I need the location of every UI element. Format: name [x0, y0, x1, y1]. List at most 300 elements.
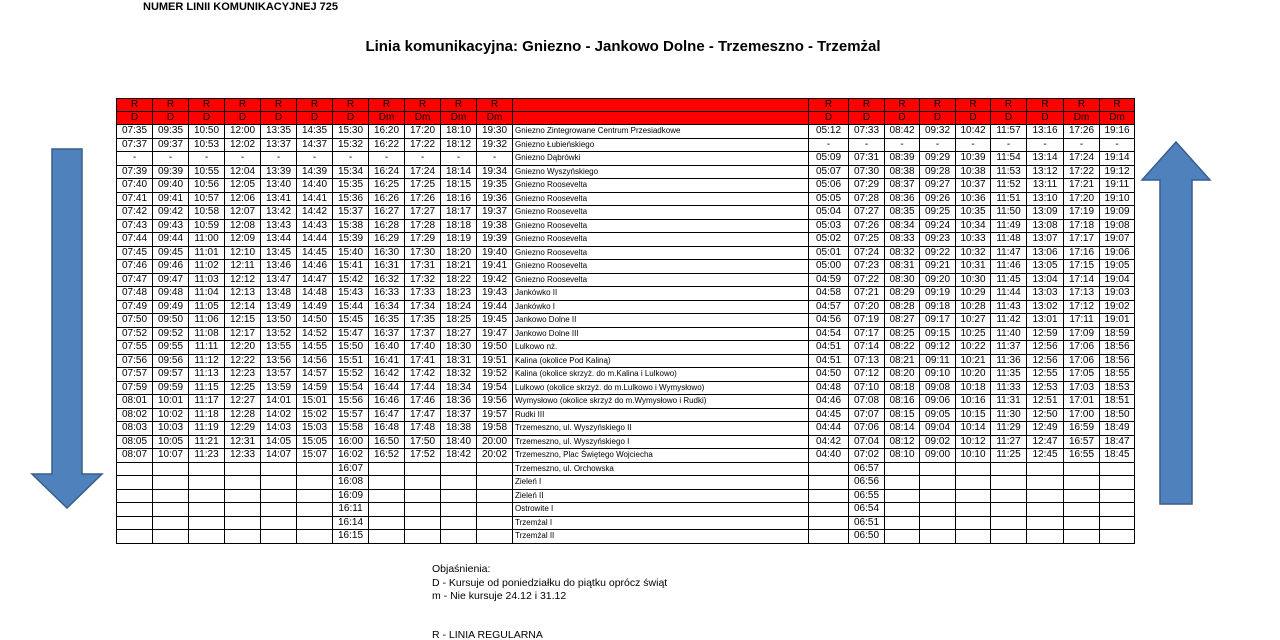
time-cell: 08:29	[885, 287, 920, 301]
time-cell: 19:57	[477, 408, 513, 422]
time-cell: 16:41	[369, 354, 405, 368]
time-cell	[477, 503, 513, 517]
time-cell: 11:12	[189, 354, 225, 368]
time-cell	[153, 503, 189, 517]
time-cell: 15:07	[297, 449, 333, 463]
time-cell	[1064, 489, 1100, 503]
time-cell: 18:56	[1100, 354, 1135, 368]
time-cell: 13:10	[1027, 192, 1064, 206]
time-cell: 12:55	[1027, 368, 1064, 382]
time-cell: 16:40	[369, 341, 405, 355]
time-cell: 12:53	[1027, 381, 1064, 395]
time-cell: 10:30	[956, 273, 991, 287]
time-cell	[261, 462, 297, 476]
time-cell: -	[441, 152, 477, 166]
time-cell: 18:23	[441, 287, 477, 301]
time-cell	[1027, 462, 1064, 476]
time-cell: 13:03	[1027, 287, 1064, 301]
time-cell: 15:35	[333, 179, 369, 193]
stop-name: Wymysłowo (okolice skrzyż do m.Wymysłowo i Rudki)	[513, 395, 809, 409]
stop-name: Kalina (okolice Pod Kaliną)	[513, 354, 809, 368]
time-cell: 15:30	[333, 125, 369, 139]
time-cell: 19:43	[477, 287, 513, 301]
time-cell: 17:15	[1064, 260, 1100, 274]
time-cell: 16:33	[369, 287, 405, 301]
time-cell: 11:36	[991, 354, 1027, 368]
time-cell: 11:43	[991, 300, 1027, 314]
time-cell: 11:17	[189, 395, 225, 409]
time-cell: 18:37	[441, 408, 477, 422]
header-cell: Dm	[1064, 112, 1100, 125]
time-cell: 08:30	[885, 273, 920, 287]
time-cell: 07:07	[849, 408, 885, 422]
time-cell: 07:56	[117, 354, 153, 368]
time-cell: 07:28	[849, 192, 885, 206]
header-cell: R	[441, 99, 477, 112]
time-cell	[920, 476, 956, 490]
time-cell	[991, 516, 1027, 530]
time-cell: 14:02	[261, 408, 297, 422]
time-cell: 16:15	[333, 530, 369, 544]
time-cell: 07:14	[849, 341, 885, 355]
time-cell: 08:42	[885, 125, 920, 139]
time-cell: 16:37	[369, 327, 405, 341]
time-cell: 08:05	[117, 435, 153, 449]
time-cell: 15:50	[333, 341, 369, 355]
time-cell: 17:50	[405, 435, 441, 449]
time-cell: 18:40	[441, 435, 477, 449]
time-cell: 10:01	[153, 395, 189, 409]
time-cell: 08:20	[885, 368, 920, 382]
time-cell	[261, 476, 297, 490]
time-cell: 07:19	[849, 314, 885, 328]
time-cell: 07:21	[849, 287, 885, 301]
time-cell: 18:17	[441, 206, 477, 220]
header-cell: Dm	[441, 112, 477, 125]
time-cell: 12:20	[225, 341, 261, 355]
time-cell: 13:35	[261, 125, 297, 139]
time-cell: 18:19	[441, 233, 477, 247]
time-cell: -	[117, 152, 153, 166]
header-cell: D	[809, 112, 849, 125]
time-cell	[189, 476, 225, 490]
time-cell: 11:46	[991, 260, 1027, 274]
time-cell: 19:14	[1100, 152, 1135, 166]
time-cell: 13:02	[1027, 300, 1064, 314]
time-cell	[920, 503, 956, 517]
time-cell: 10:55	[189, 165, 225, 179]
time-cell	[189, 516, 225, 530]
time-cell: 13:52	[261, 327, 297, 341]
time-cell: 19:45	[477, 314, 513, 328]
time-cell: 16:35	[369, 314, 405, 328]
time-cell: 17:26	[1064, 125, 1100, 139]
time-cell: 18:31	[441, 354, 477, 368]
time-cell	[809, 516, 849, 530]
time-cell	[885, 476, 920, 490]
header-cell: D	[117, 112, 153, 125]
table-row	[117, 381, 1135, 395]
time-cell: 14:41	[297, 192, 333, 206]
time-cell: 10:58	[189, 206, 225, 220]
time-cell: 17:28	[405, 219, 441, 233]
time-cell: 17:05	[1064, 368, 1100, 382]
time-cell: 10:42	[956, 125, 991, 139]
time-cell	[153, 516, 189, 530]
time-cell: 10:21	[956, 354, 991, 368]
time-cell	[441, 516, 477, 530]
time-cell: 17:25	[405, 179, 441, 193]
time-cell: 16:50	[369, 435, 405, 449]
time-cell: 16:24	[369, 165, 405, 179]
time-cell: 17:33	[405, 287, 441, 301]
time-cell: 10:35	[956, 206, 991, 220]
time-cell	[225, 530, 261, 544]
header-cell: D	[956, 112, 991, 125]
time-cell: 13:57	[261, 368, 297, 382]
time-cell: 17:12	[1064, 300, 1100, 314]
time-cell	[297, 462, 333, 476]
route-title: Linia komunikacyjna: Gniezno - Jankowo Dolne - Trzemeszno - Trzemżal	[365, 38, 881, 55]
time-cell: 13:45	[261, 246, 297, 260]
time-cell	[1100, 516, 1135, 530]
time-cell: 09:04	[920, 422, 956, 436]
time-cell	[477, 489, 513, 503]
time-cell	[225, 476, 261, 490]
time-cell: 10:53	[189, 138, 225, 152]
time-cell: 13:12	[1027, 165, 1064, 179]
time-cell: 04:58	[809, 287, 849, 301]
header-cell: R	[117, 99, 153, 112]
time-cell: 19:05	[1100, 260, 1135, 274]
time-cell: 04:40	[809, 449, 849, 463]
time-cell: 14:40	[297, 179, 333, 193]
header-cell: D	[920, 112, 956, 125]
time-cell: 12:28	[225, 408, 261, 422]
time-cell: 17:19	[1064, 206, 1100, 220]
time-cell: 15:54	[333, 381, 369, 395]
time-cell: 19:06	[1100, 246, 1135, 260]
time-cell: 10:14	[956, 422, 991, 436]
time-cell: 09:23	[920, 233, 956, 247]
time-cell: 12:51	[1027, 395, 1064, 409]
header-cell: D	[849, 112, 885, 125]
time-cell: 11:44	[991, 287, 1027, 301]
time-cell: 13:09	[1027, 206, 1064, 220]
arrow-down-icon	[30, 148, 104, 510]
time-cell: 11:31	[991, 395, 1027, 409]
time-cell: 10:25	[956, 327, 991, 341]
stop-name: Gniezno Dąbrówki	[513, 152, 809, 166]
stop-name: Lulkowo nż.	[513, 341, 809, 355]
time-cell: 08:38	[885, 165, 920, 179]
time-cell	[885, 516, 920, 530]
time-cell: 07:12	[849, 368, 885, 382]
time-cell: 16:34	[369, 300, 405, 314]
time-cell: 18:15	[441, 179, 477, 193]
time-cell: 07:04	[849, 435, 885, 449]
time-cell: 09:46	[153, 260, 189, 274]
time-cell: 13:11	[1027, 179, 1064, 193]
time-cell: 15:40	[333, 246, 369, 260]
time-cell: 07:23	[849, 260, 885, 274]
header-cell: R	[153, 99, 189, 112]
time-cell: 19:04	[1100, 273, 1135, 287]
header-row	[117, 112, 1135, 125]
time-cell	[1027, 530, 1064, 544]
time-cell: 12:08	[225, 219, 261, 233]
table-row	[117, 314, 1135, 328]
table-row	[117, 219, 1135, 233]
time-cell: 18:21	[441, 260, 477, 274]
time-cell: 13:01	[1027, 314, 1064, 328]
time-cell: 10:59	[189, 219, 225, 233]
time-cell: 17:34	[405, 300, 441, 314]
table-row	[117, 179, 1135, 193]
time-cell: 13:56	[261, 354, 297, 368]
time-cell: 14:35	[297, 125, 333, 139]
time-cell: 14:48	[297, 287, 333, 301]
time-cell: 19:38	[477, 219, 513, 233]
time-cell: 19:41	[477, 260, 513, 274]
time-cell: 09:44	[153, 233, 189, 247]
time-cell: 10:39	[956, 152, 991, 166]
time-cell: 13:50	[261, 314, 297, 328]
time-cell: 11:33	[991, 381, 1027, 395]
time-cell: 17:13	[1064, 287, 1100, 301]
time-cell: 12:25	[225, 381, 261, 395]
time-cell: 18:24	[441, 300, 477, 314]
stop-name: Jankówko II	[513, 287, 809, 301]
time-cell: 04:56	[809, 314, 849, 328]
time-cell: 15:58	[333, 422, 369, 436]
time-cell: 10:56	[189, 179, 225, 193]
stop-name: Gniezno Wyszyńskiego	[513, 165, 809, 179]
time-cell: 06:55	[849, 489, 885, 503]
time-cell	[991, 476, 1027, 490]
time-cell: -	[885, 138, 920, 152]
time-cell: 08:25	[885, 327, 920, 341]
time-cell: 19:54	[477, 381, 513, 395]
table-row	[117, 260, 1135, 274]
time-cell: 05:07	[809, 165, 849, 179]
time-cell: 17:16	[1064, 246, 1100, 260]
header-cell: R	[991, 99, 1027, 112]
time-cell: 09:24	[920, 219, 956, 233]
stop-name: Trzemeszno, Plac Świętego Wojciecha	[513, 449, 809, 463]
time-cell: 09:17	[920, 314, 956, 328]
time-cell: 15:51	[333, 354, 369, 368]
time-cell: -	[991, 138, 1027, 152]
time-cell: 13:43	[261, 219, 297, 233]
time-cell: -	[809, 138, 849, 152]
time-cell: 11:45	[991, 273, 1027, 287]
time-cell: 17:11	[1064, 314, 1100, 328]
time-cell: 11:19	[189, 422, 225, 436]
time-cell: 11:04	[189, 287, 225, 301]
time-cell	[117, 476, 153, 490]
time-cell	[885, 489, 920, 503]
time-cell: 07:59	[117, 381, 153, 395]
time-cell: 18:32	[441, 368, 477, 382]
time-cell	[297, 489, 333, 503]
time-cell: 07:52	[117, 327, 153, 341]
time-cell: 11:03	[189, 273, 225, 287]
arrow-up-icon	[1140, 140, 1212, 506]
table-row	[117, 300, 1135, 314]
time-cell: 19:12	[1100, 165, 1135, 179]
time-cell: 12:07	[225, 206, 261, 220]
time-cell: 07:42	[117, 206, 153, 220]
time-cell: 11:50	[991, 206, 1027, 220]
time-cell: 10:29	[956, 287, 991, 301]
time-cell: 09:56	[153, 354, 189, 368]
time-cell: 06:57	[849, 462, 885, 476]
time-cell: 07:26	[849, 219, 885, 233]
header-cell: D	[261, 112, 297, 125]
time-cell: 16:26	[369, 192, 405, 206]
time-cell: 11:49	[991, 219, 1027, 233]
time-cell: 07:13	[849, 354, 885, 368]
time-cell: 17:44	[405, 381, 441, 395]
legend-d-note: D - Kursuje od poniedziałku do piątku oprócz świąt	[432, 576, 668, 589]
time-cell: 12:06	[225, 192, 261, 206]
time-cell: 20:02	[477, 449, 513, 463]
time-cell: 16:09	[333, 489, 369, 503]
stop-name: Gniezno Roosevelta	[513, 219, 809, 233]
time-cell: 09:40	[153, 179, 189, 193]
time-cell: 12:23	[225, 368, 261, 382]
stop-name: Ostrowite I	[513, 503, 809, 517]
time-cell	[153, 462, 189, 476]
time-cell	[405, 530, 441, 544]
time-cell	[956, 476, 991, 490]
time-cell: 07:48	[117, 287, 153, 301]
time-cell: 09:55	[153, 341, 189, 355]
time-cell: 19:02	[1100, 300, 1135, 314]
time-cell: 12:02	[225, 138, 261, 152]
time-cell: 07:29	[849, 179, 885, 193]
time-cell: 14:05	[261, 435, 297, 449]
time-cell: 05:00	[809, 260, 849, 274]
time-cell: 19:36	[477, 192, 513, 206]
time-cell: 09:48	[153, 287, 189, 301]
header-cell: Dm	[1100, 112, 1135, 125]
time-cell: 14:03	[261, 422, 297, 436]
stop-name: Gniezno Łubieńskiego	[513, 138, 809, 152]
time-cell: 10:18	[956, 381, 991, 395]
stop-name: Zieleń II	[513, 489, 809, 503]
time-cell	[261, 503, 297, 517]
time-cell: 04:54	[809, 327, 849, 341]
time-cell: 09:12	[920, 341, 956, 355]
time-cell: 17:27	[405, 206, 441, 220]
time-cell: 10:38	[956, 165, 991, 179]
time-cell	[369, 489, 405, 503]
time-cell: 07:41	[117, 192, 153, 206]
time-cell	[885, 530, 920, 544]
time-cell: 16:59	[1064, 422, 1100, 436]
time-cell: 09:43	[153, 219, 189, 233]
time-cell: 14:39	[297, 165, 333, 179]
time-cell: 12:10	[225, 246, 261, 260]
time-cell	[1100, 476, 1135, 490]
time-cell: 07:30	[849, 165, 885, 179]
table-row	[117, 125, 1135, 139]
time-cell: 11:54	[991, 152, 1027, 166]
time-cell: 09:29	[920, 152, 956, 166]
time-cell	[1064, 516, 1100, 530]
time-cell	[1064, 462, 1100, 476]
time-cell: -	[261, 152, 297, 166]
table-row	[117, 152, 1135, 166]
time-cell	[1100, 462, 1135, 476]
time-cell: 07:22	[849, 273, 885, 287]
time-cell: 12:15	[225, 314, 261, 328]
stop-name: Trzemżal II	[513, 530, 809, 544]
table-row	[117, 206, 1135, 220]
time-cell: 13:47	[261, 273, 297, 287]
time-cell	[1027, 489, 1064, 503]
time-cell: 11:13	[189, 368, 225, 382]
time-cell: 04:48	[809, 381, 849, 395]
time-cell: 18:55	[1100, 368, 1135, 382]
header-cell: R	[1100, 99, 1135, 112]
time-cell: 08:10	[885, 449, 920, 463]
time-cell: 10:03	[153, 422, 189, 436]
header-cell: D	[189, 112, 225, 125]
time-cell: 10:02	[153, 408, 189, 422]
time-cell: 13:14	[1027, 152, 1064, 166]
time-cell: 17:40	[405, 341, 441, 355]
time-cell: 09:21	[920, 260, 956, 274]
time-cell	[920, 489, 956, 503]
time-cell: 09:50	[153, 314, 189, 328]
time-cell: 09:57	[153, 368, 189, 382]
time-cell: -	[189, 152, 225, 166]
time-cell: 08:15	[885, 408, 920, 422]
time-cell: 14:37	[297, 138, 333, 152]
time-cell	[405, 503, 441, 517]
time-cell: 15:47	[333, 327, 369, 341]
header-cell: R	[189, 99, 225, 112]
header-cell: R	[297, 99, 333, 112]
time-cell: 08:01	[117, 395, 153, 409]
time-cell: 08:31	[885, 260, 920, 274]
table-row	[117, 165, 1135, 179]
line-number-title: NUMER LINII KOMUNIKACYJNEJ 725	[143, 1, 338, 13]
time-cell: 05:05	[809, 192, 849, 206]
header-cell: D	[333, 112, 369, 125]
table-row	[117, 489, 1135, 503]
time-cell	[956, 516, 991, 530]
time-cell: 10:22	[956, 341, 991, 355]
time-cell: 07:08	[849, 395, 885, 409]
table-row	[117, 516, 1135, 530]
time-cell	[991, 489, 1027, 503]
time-cell	[117, 462, 153, 476]
time-cell: 12:09	[225, 233, 261, 247]
time-cell: 15:39	[333, 233, 369, 247]
time-cell: 11:30	[991, 408, 1027, 422]
time-cell: 14:01	[261, 395, 297, 409]
time-cell	[920, 516, 956, 530]
time-cell: 15:52	[333, 368, 369, 382]
time-cell: 19:11	[1100, 179, 1135, 193]
time-cell	[885, 503, 920, 517]
time-cell: 09:35	[153, 125, 189, 139]
time-cell: 14:55	[297, 341, 333, 355]
